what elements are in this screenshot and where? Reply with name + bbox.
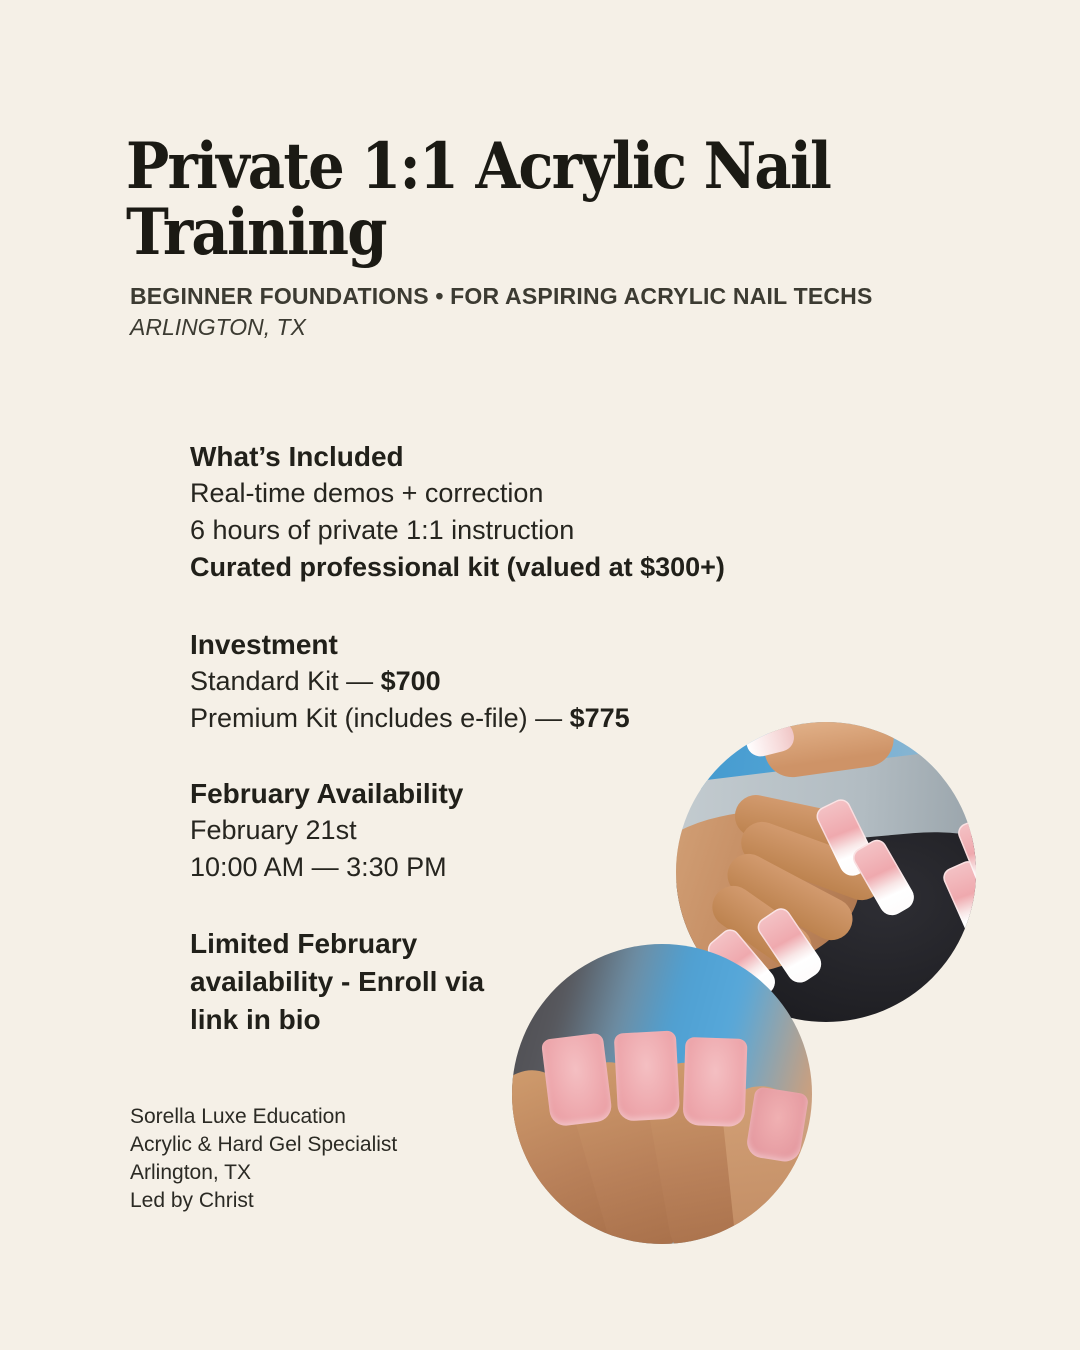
pink-acrylic-nails-photo <box>512 944 812 1244</box>
footer <box>130 1103 397 1215</box>
pink-nail-shape <box>614 1030 681 1121</box>
title-line-1: Private 1:1 Acrylic Nail <box>126 129 831 204</box>
standard-kit-price: $700 <box>380 666 441 696</box>
availability-heading: February Availability <box>190 778 464 809</box>
availability-date: February 21st <box>190 815 357 845</box>
standard-kit-label: Standard Kit — <box>190 666 381 696</box>
premium-kit-label: Premium Kit (includes e-file) — <box>190 703 570 733</box>
pink-nail-shape <box>745 1086 809 1164</box>
whats-included-heading: What’s Included <box>190 441 404 472</box>
availability-time: 10:00 AM — 3:30 PM <box>190 852 447 882</box>
section-investment <box>190 626 630 737</box>
title-line-2: Training <box>126 195 386 270</box>
pink-nail-shape <box>682 1037 747 1127</box>
cta-text: Limited February availability - Enroll via link in bio <box>190 928 485 1035</box>
investment-heading: Investment <box>190 629 338 660</box>
included-item-kit: Curated professional kit (valued at $300+) <box>190 552 725 582</box>
footer-brand: Sorella Luxe Education <box>130 1105 346 1128</box>
footer-specialty: Acrylic & Hard Gel Specialist <box>130 1133 398 1156</box>
footer-tagline: Led by Christ <box>130 1189 254 1212</box>
section-whats-included <box>190 438 725 586</box>
footer-location: Arlington, TX <box>130 1161 252 1184</box>
investment-option-premium <box>190 700 630 737</box>
included-item-demos: Real-time demos + correction <box>190 478 544 508</box>
location-text: ARLINGTON, TX <box>130 314 306 340</box>
premium-kit-price: $775 <box>569 703 630 733</box>
included-item-hours: 6 hours of private 1:1 instruction <box>190 515 575 545</box>
subtitle: BEGINNER FOUNDATIONS • FOR ASPIRING ACRYLIC NAIL TECHS <box>130 283 873 309</box>
section-availability <box>190 775 463 886</box>
page-title <box>126 129 831 270</box>
pink-nail-shape <box>541 1033 613 1128</box>
investment-option-standard <box>190 663 630 700</box>
